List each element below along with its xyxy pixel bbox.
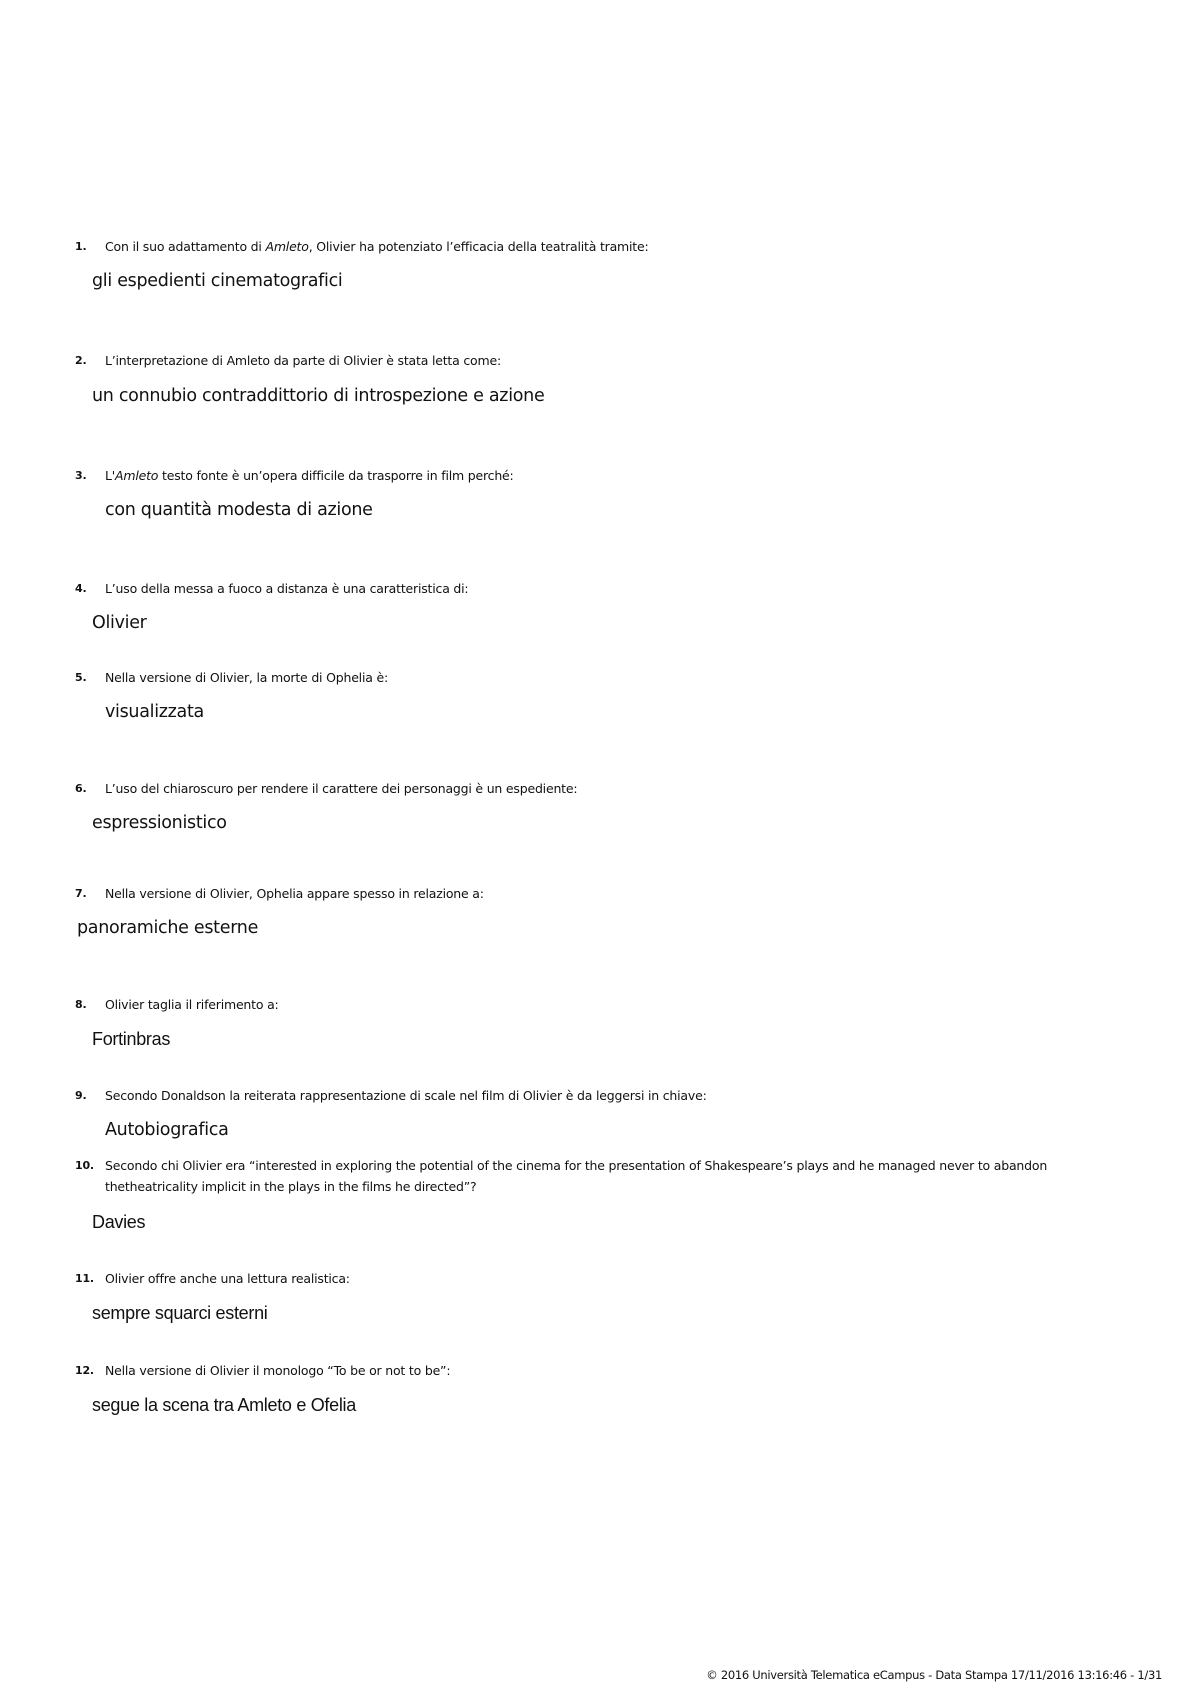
question-number: 11. <box>75 1272 94 1285</box>
answer-3: con quantità modesta di azione <box>105 500 373 520</box>
question-8 <box>75 994 1115 1015</box>
question-4 <box>75 578 1115 599</box>
question-number: 9. <box>75 1089 87 1102</box>
question-10 <box>75 1155 1115 1197</box>
question-number: 3. <box>75 469 87 482</box>
answer-9: Autobiografica <box>105 1120 229 1140</box>
question-text: Nella versione di Olivier il monologo “To be or not to be”: <box>105 1363 451 1378</box>
page-footer: © 2016 Università Telematica eCampus - Data Stampa 17/11/2016 13:16:46 - 1/31 <box>706 1668 1162 1682</box>
question-text-emphasis: Amleto <box>115 468 159 483</box>
answer-11: sempre squarci esterni <box>92 1303 268 1323</box>
answer-6: espressionistico <box>92 813 227 833</box>
question-text <box>105 465 1115 486</box>
question-text-line-2: thetheatricality implicit in the plays in the films he directed”? <box>105 1179 477 1194</box>
question-text: Olivier taglia il riferimento a: <box>105 997 279 1012</box>
question-number: 2. <box>75 354 87 367</box>
question-text: L’interpretazione di Amleto da parte di Olivier è stata letta come: <box>105 353 501 368</box>
answer-1: gli espedienti cinematografici <box>92 271 343 291</box>
question-12 <box>75 1360 1115 1381</box>
answer-8: Fortinbras <box>92 1029 171 1049</box>
answer-12: segue la scena tra Amleto e Ofelia <box>92 1395 356 1415</box>
question-number: 5. <box>75 671 87 684</box>
question-2 <box>75 350 1115 371</box>
question-text: L’uso della messa a fuoco a distanza è una caratteristica di: <box>105 581 469 596</box>
question-7 <box>75 883 1115 904</box>
question-9 <box>75 1085 1115 1106</box>
question-text: L’uso del chiaroscuro per rendere il carattere dei personaggi è un espediente: <box>105 781 578 796</box>
question-text-prefix: L' <box>105 468 116 483</box>
answer-5: visualizzata <box>105 702 204 722</box>
answer-10: Davies <box>92 1212 146 1232</box>
question-text: Secondo Donaldson la reiterata rappresentazione di scale nel film di Olivier è da leggersi in chiave: <box>105 1088 707 1103</box>
question-text <box>105 236 1115 257</box>
question-number: 7. <box>75 887 87 900</box>
answer-2: un connubio contraddittorio di introspezione e azione <box>92 386 545 406</box>
question-text-line-1: Secondo chi Olivier era “interested in exploring the potential of the cinema for the presentation of Shakespeare’s plays and he managed never to abandon <box>105 1158 1048 1173</box>
question-number: 8. <box>75 998 87 1011</box>
question-text-suffix: , Olivier ha potenziato l’efficacia della teatralità tramite: <box>308 239 649 254</box>
question-text: Olivier offre anche una lettura realistica: <box>105 1271 350 1286</box>
question-6 <box>75 778 1115 799</box>
question-number: 1. <box>75 240 87 253</box>
question-1 <box>75 236 1115 257</box>
question-number: 6. <box>75 782 87 795</box>
question-text-prefix: Con il suo adattamento di <box>105 239 266 254</box>
question-3 <box>75 465 1115 486</box>
question-text: Nella versione di Olivier, la morte di Ophelia è: <box>105 670 388 685</box>
question-number: 4. <box>75 582 87 595</box>
question-11 <box>75 1268 1115 1289</box>
question-text-suffix: testo fonte è un’opera difficile da trasporre in film perché: <box>158 468 514 483</box>
question-number: 10. <box>75 1159 94 1172</box>
question-text-emphasis: Amleto <box>265 239 309 254</box>
question-5 <box>75 667 1115 688</box>
question-text <box>105 1155 1115 1197</box>
question-number: 12. <box>75 1364 94 1377</box>
question-text: Nella versione di Olivier, Ophelia appare spesso in relazione a: <box>105 886 484 901</box>
answer-4: Olivier <box>92 613 147 633</box>
answer-7: panoramiche esterne <box>77 918 259 938</box>
